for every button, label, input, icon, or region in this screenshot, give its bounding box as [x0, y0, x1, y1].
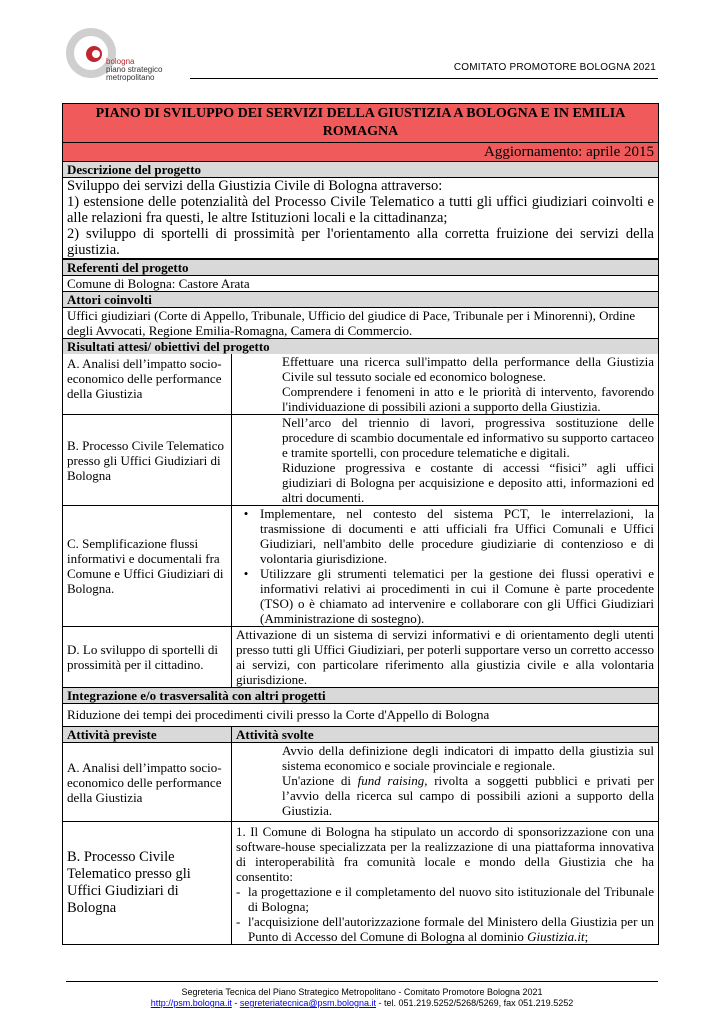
col-attivita-svolte: Attività svolte	[232, 727, 658, 742]
risultati-label-a: A. Analisi dell’impatto socio-economico delle performance della Giustizia	[63, 354, 232, 414]
logo-text: bologna piano strategico metropolitano	[106, 57, 163, 82]
header-committee: COMITATO PROMOTORE BOLOGNA 2021	[453, 62, 656, 73]
footer-contacts: http://psm.bologna.it - segreteriatecnica@psm.bologna.it - tel. 051.219.5252/5268/5269, fax 051.219.5252	[150, 998, 574, 1008]
page-title: PIANO DI SVILUPPO DEI SERVIZI DELLA GIUSTIZIA A BOLOGNA E IN EMILIA ROMAGNA	[63, 104, 658, 142]
section-descrizione: Descrizione del progetto	[63, 161, 658, 177]
update-date: Aggiornamento: aprile 2015	[63, 142, 658, 161]
col-attivita-previste: Attività previste	[63, 727, 232, 742]
project-table	[62, 103, 659, 945]
attivita-row-a: A. Analisi dell’impatto socio-economico delle performance della Giustizia Avvio della definizione degli indicatori di impatto della giustizia sul sistema economico e sociale provinciale e regionale. Un'azione di fund raising, rivolta a soggetti pubblici e privati per l’avvio della ricerca sul campo di possibili azioni a supporto della Giustizia.	[63, 742, 658, 821]
footer-website-link[interactable]: http://psm.bologna.it	[150, 998, 232, 1008]
attori-text: Uffici giudiziari (Corte di Appello, Tribunale, Ufficio del giudice di Pace, Tribunale per i Minorenni), Ordine degli Avvocati, Regione Emilia-Romagna, Camera di Commercio.	[63, 307, 658, 338]
list-item: • Utilizzare gli strumenti telematici per la gestione dei flussi operativi e informativi relativi ai procedimenti in cui il Comune è parte procedente (TSO) o è chiamato ad intervenire e collaborare con gli Uffici Giudiziari (Amministrazione di sostegno).	[232, 566, 658, 626]
risultati-row-b: B. Processo Civile Telematico presso gli Uffici Giudiziari di Bologna Nell’arco del triennio di lavori, progressiva sostituzione delle procedure di scambio documentale ed informativo su supporto cartaceo e tramite sportelli, con procedure telematiche e digitali. Riduzione progressiva e costante di accessi “fisici” agli uffici giudiziari di Bologna per acquisizione e deposito atti, informazioni ed altri documenti.	[63, 414, 658, 505]
risultati-label-d: D. Lo sviluppo di sportelli di prossimità per il cittadino.	[63, 627, 232, 687]
risultati-label-b: B. Processo Civile Telematico presso gli Uffici Giudiziari di Bologna	[63, 415, 232, 505]
footer-secretariat: Segreteria Tecnica del Piano Strategico Metropolitano - Comitato Promotore Bologna 2021	[181, 987, 543, 997]
risultati-row-a: A. Analisi dell’impatto socio-economico delle performance della Giustizia Effettuare una ricerca sull'impatto della performance della Giustizia Civile sul tessuto sociale ed economico bolognese. Comprendere i fenomeni in atto e le priorità di intervento, favorendo l'individuazione di possibili azioni a supporto della Giustizia.	[63, 354, 658, 414]
section-attori: Attori coinvolti	[63, 291, 658, 307]
list-item: - la progettazione e il completamento del nuovo sito istituzionale del Tribunale di Bologna;	[236, 884, 654, 914]
attivita-label-a: A. Analisi dell’impatto socio-economico delle performance della Giustizia	[63, 743, 232, 821]
risultati-label-c: C. Semplificazione flussi informativi e documentali fra Comune e Uffici Giudiziari di Bologna.	[63, 506, 232, 626]
referenti-text: Comune di Bologna: Castore Arata	[63, 275, 658, 291]
list-item: - l'acquisizione dell'autorizzazione formale del Ministero della Giustizia per un Punto di Accesso del Comune di Bologna al dominio Giustizia.it;	[236, 914, 654, 944]
bullet-icon: •	[243, 506, 249, 521]
section-integrazione: Integrazione e/o trasversalità con altri progetti	[63, 687, 658, 703]
risultati-row-c	[63, 505, 658, 626]
header-divider	[190, 78, 658, 79]
logo	[66, 28, 186, 84]
integrazione-text: Riduzione dei tempi dei procedimenti civili presso la Corte d'Appello di Bologna	[63, 703, 658, 726]
footer-email-link[interactable]: segreteriatecnica@psm.bologna.it	[239, 998, 377, 1008]
attivita-row-b: B. Processo Civile Telematico presso gli Uffici Giudiziari di Bologna 1. Il Comune di Bologna ha stipulato un accordo di sponsorizzazione con una software-house specializzata per la realizzazione di una piattaforma innovativa di interoperabilità fra comunità locale e mondo della Giustizia che ha consentito: - la progettazione e il completamento del nuovo sito istituzionale del Tribunale di Bologna; - l'acquisizione dell'autorizzazione formale del Ministero della Giustizia per un Punto di Accesso del Comune di Bologna al dominio Giustizia.it;	[63, 821, 658, 944]
descrizione-text: Sviluppo dei servizi della Giustizia Civile di Bologna attraverso: 1) estensione delle potenzialità del Processo Civile Telematico a tutti gli uffici giudiziari coinvolti e alle relazioni fra questi, le altre Istituzioni locali e la cittadinanza; 2) sviluppo di sportelli di prossimità per l'orientamento alla corretta fruizione dei servizi della giustizia.	[63, 177, 658, 258]
list-item: • Implementare, nel contesto del sistema PCT, le interrelazioni, la trasmissione di documenti e atti ufficiali fra Uffici Comunali e Uffici Giudiziari, nell'ambito delle procedure giudiziarie di contenzioso e di volontaria giurisdizione.	[232, 506, 658, 566]
section-risultati: Risultati attesi/ obiettivi del progetto	[63, 338, 658, 354]
section-referenti: Referenti del progetto	[63, 258, 658, 275]
footer-divider	[66, 981, 658, 982]
attivita-header	[63, 726, 658, 742]
attivita-label-b: B. Processo Civile Telematico presso gli Uffici Giudiziari di Bologna	[63, 822, 232, 944]
bullet-icon: •	[243, 566, 249, 581]
risultati-row-d: D. Lo sviluppo di sportelli di prossimità per il cittadino. Attivazione di un sistema di servizi informativi e di orientamento degli utenti presso tutti gli Uffici Giudiziari, per poterli supportare verso un corretto accesso ai servizi, con particolare riferimento alla giustizia civile e alla volontaria giurisdizione.	[63, 626, 658, 687]
